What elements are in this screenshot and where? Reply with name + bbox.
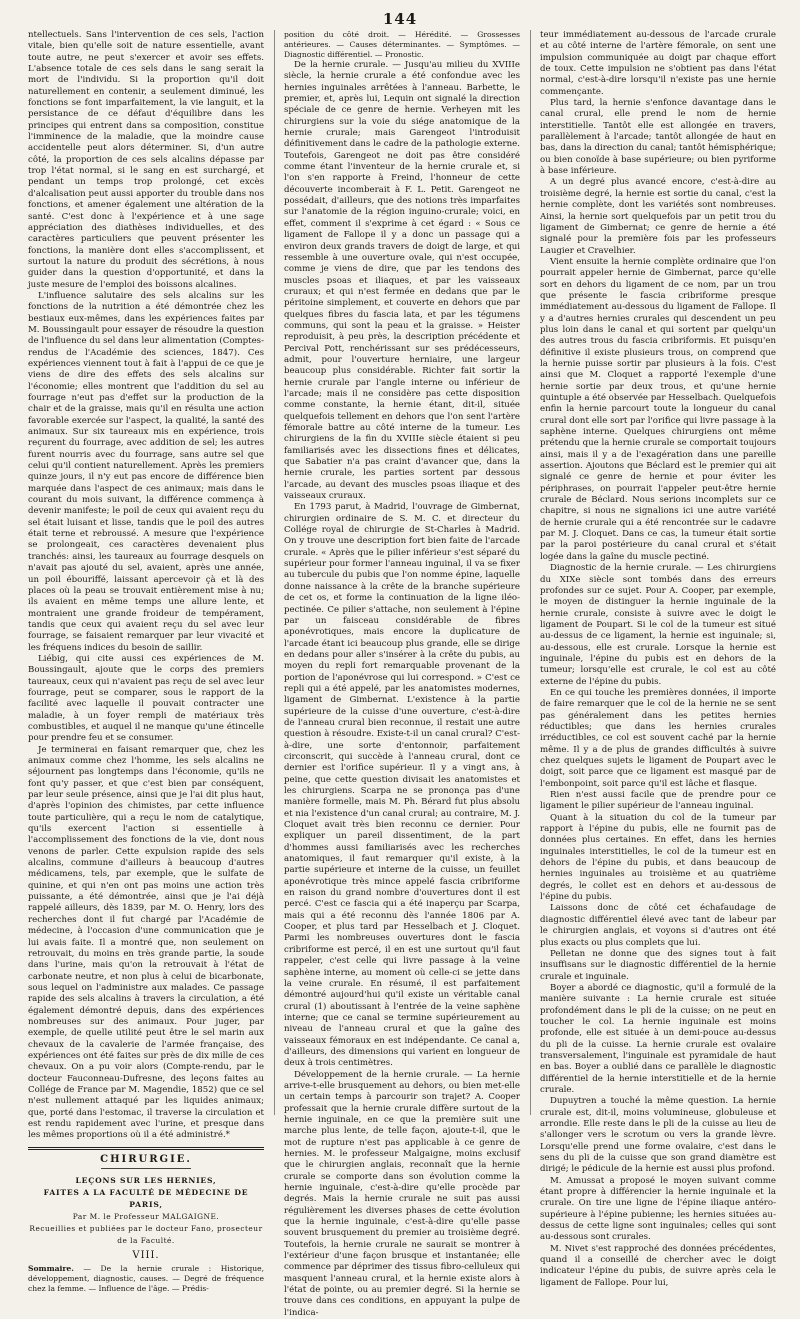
paragraph: Pelletan ne donne que des signes tout à fait insuffisans sur le diagnostic différentiel de la hernie crurale et inguinale. (540, 948, 776, 982)
paragraph: Rien n'est aussi facile que de prendre pour ce ligament le pilier supérieur de l'anneau inguinal. (540, 790, 776, 812)
paragraph: Laissons donc de côté cet échafaudage de diagnostic différentiel élevé avec tant de labeur par le chirurgien anglais, et voyons si d'autres ont été plus exacts ou plus complets que lui. (540, 903, 776, 948)
lesson-number: VIII. (132, 1250, 160, 1262)
paragraph: M. Nivet s'est rapproché des données précédentes, quand il a conseillé de chercher avec le doigt indicateur l'épine du pubis, de suivre après cela le ligament de Fallope. Pour lui, (540, 1243, 776, 1288)
paragraph: A un degré plus avancé encore, c'est-à-dire au troisième degré, la hernie est sortie du canal, c'est la hernie complète, dont les variétés sont nombreuses. Ainsi, la hernie sort quelquefois par un petit trou du ligament de Gimbernat; ce genre de hernie a été signalé pour la première fois par les professeurs Laugier et Cravelhier. (540, 177, 776, 256)
paragraph: Liébig, qui cite aussi ces expériences de M. Boussingault, ajoute que le corps des premiers taureaux, ceux qui n'avaient pas reçu de sel avec leur fourrage, peut se comparer, sous le rapport de la facilité avec laquelle il pouvait contracter une maladie, à un foyer rempli de matériaux très combustibles, et auquel il ne manque qu'une étincelle pour prendre feu et se consumer. (28, 653, 264, 744)
column-2 (274, 30, 520, 1318)
paragraph: Dupuytren a touché la même question. La hernie crurale est, dit-il, moins volumineuse, globuleuse et arrondie. Elle reste dans le pli de la cuisse au lieu de s'allonger vers le scrotum ou vers la grande lèvre. Lorsqu'elle prend une forme ovalaire, c'est dans le sens du pli de la cuisse que son grand diamètre est dirigé; le pédicule de la hernie est aussi plus profond. (540, 1096, 776, 1175)
page-number: 144 (382, 10, 418, 28)
column-3 (530, 30, 776, 1288)
lesson-author: Par M. le Professeur MALGAIGNE. (72, 1212, 220, 1222)
summary-label: Sommaire. (28, 1264, 74, 1274)
section-title: CHIRURGIE. (28, 1154, 264, 1169)
paragraph: teur immédiatement au-dessous de l'arcade crurale et au côté interne de l'artère fémorale, on sent une impulsion communiquée au doigt par chaque effort de toux. Cette impulsion ne s'obtient pas dans l'état normal, c'est-à-dire lorsqu'il n'existe pas une hernie commençante. (540, 30, 776, 97)
paragraph: De la hernie crurale. — Jusqu'au milieu du XVIIIe siècle, la hernie crurale a été confondue avec les hernies inguinales arrêtées à l'anneau. Barbette, le premier, et, après lui, Lequin ont signalé la direction spéciale de ce genre de hernie. Verheyen mit les chirurgiens sur la voie du siége anatomique de la hernie crurale; mais Garengeot l'introduisit définitivement dans le cadre de la pathologie externe. Toutefois, Garengeot ne doit pas être considéré comme étant l'inventeur de la hernie crurale et, si l'on s'en rapporte à Freind, l'honneur de cette découverte incomberait à F. L. Petit. Garengeot ne possédait, d'ailleurs, que des notions très imparfaites sur l'anatomie de la région inguino-crurale; voici, en effet, comment il s'exprime à cet égard : « Sous ce ligament de Fallope il y a donc un passage qui a environ deux grands travers de doigt de large, et qui ressemble à une ouverture ovale, qui n'est occupée, comme je viens de dire, que par les tendons des muscles psoas et iliaques, et par les vaisseaux cruraux; et qui n'est fermée en dedans que par le péritoine simplement, et couverte en dehors que par quelques fibres du fascia lata, et par les tégumens communs, qui sont la peau et la graisse. » Heister reproduisit, à peu près, la description précédente et Percival Pott, renchérissant sur ses prédécesseurs, admit, pour l'ouverture herniaire, une largeur beaucoup plus considérable. Richter fait sortir la hernie crurale par l'angle interne ou inférieur de l'arcade; mais il ne considère pas cette disposition comme constante, la hernie étant, dit-il, située quelquefois tellement en dehors que l'on sent l'artère fémorale battre au côté interne de la tumeur. Les chirurgiens de la fin du XVIIIe siècle étaient si peu familiarisés avec les dissections fines et délicates, que Sabatier n'a pas craint d'avancer que, dans la hernie crurale, les parties sortent par dessous l'arcade, au devant des muscles psoas iliaque et des vaisseaux cruraux. (284, 60, 520, 502)
summary (28, 1264, 264, 1294)
paragraph: Boyer a abordé ce diagnostic, qu'il a formulé de la manière suivante : La hernie crurale est située profondément dans le pli de la cuisse; on ne peut en toucher le col. La hernie inguinale est moins profonde, elle est située à un demi-pouce au-dessus du pli de la cuisse. La hernie crurale est ovalaire transversalement, l'inguinale est pyramidale de haut en bas. Boyer a oublié dans ce parallèle le diagnostic différentiel de la hernie interstitielle et de la hernie crurale. (540, 982, 776, 1095)
column-1 (28, 30, 264, 1294)
lesson-editor: Recueillies et publiées par le docteur Fano, prosecteur de la Faculté. (29, 1224, 263, 1246)
summary-text: — De la hernie crurale : Historique, développement, diagnostic, causes. — Degré de fréquence chez la femme. — Influence de l'âge. — Prédis- (28, 1264, 264, 1294)
paragraph: Développement de la hernie crurale. — La hernie arrive-t-elle brusquement au dehors, ou bien met-elle un certain temps à parcourir son trajet? A. Cooper professait que la hernie crurale diffère surtout de la hernie inguinale, en ce que la première suit une marche plus lente, de telle façon, ajoute-t-il, que le mot de rupture n'est pas applicable à ce genre de hernies. M. le professeur Malgaigne, moins exclusif que le chirurgien anglais, reconnaît que la hernie crurale se comporte dans son évolution comme la hernie inguinale, c'est-à-dire qu'elle procède par degrés. Mais la hernie crurale ne suit pas aussi régulièrement les diverses phases de cette évolution que la hernie inguinale, c'est-à-dire qu'elle passe souvent brusquement du premier au troisième degré. Toutefois, la hernie crurale ne saurait se montrer à l'extérieur d'une façon brusque et instantanée; elle commence par déprimer des tissus fibro-celluleux qui masquent l'anneau crural, et la hernie existe alors à l'état de pointe, ou au premier degré. Si la hernie se trouve dans ces conditions, en appuyant la pulpe de l'indica- (284, 1069, 520, 1318)
paragraph: En ce qui touche les premières données, il importe de faire remarquer que le col de la hernie ne se sent pas généralement dans les petites hernies réductibles; que dans les hernies crurales irréductibles, ce col est souvent caché par la hernie même. Il y a de plus de grandes difficultés à suivre chez quelques sujets le ligament de Poupart avec le doigt, soit parce que ce ligament est masqué par de l'embonpoint, soit parce qu'il est lâche et flasque. (540, 687, 776, 789)
paragraph: Je terminerai en faisant remarquer que, chez les animaux comme chez l'homme, les sels alcalins ne séjournent pas longtemps dans l'économie, qu'ils ne font qu'y passer, et que c'est bien par conséquent, par leur seule présence, ainsi que je l'ai dit plus haut, d'après l'opinion des chimistes, par cette influence toute particulière, qui a reçu le nom de catalytique, qu'ils exercent l'action si essentielle à l'accomplissement des fonctions de la vie, dont nous venons de parler. Cette expulsion rapide des sels alcalins, commune d'ailleurs à beaucoup d'autres médicamens, tels, par exemple, que le sulfate de quinine, et qui n'en ont pas moins une action très puissante, a été démontrée, ainsi que je l'ai déjà rappelé ailleurs, dès 1839, par M. O. Henry, lors des recherches dont il fut chargé par l'Académie de médecine, à l'occasion d'une communication que je lui avais faite. Il a montré que, non seulement on retrouvait, du moins en très grande partie, la soude dans l'urine, mais qu'on la retrouvait à l'état de carbonate neutre, et non plus à celui de bicarbonate, sous lequel on l'administre aux malades. Ce passage rapide des sels alcalins à travers la circulation, a été également démontré depuis, dans des expériences nombreuses sur des animaux. Pour juger, par exemple, de quelle utilité peut être le sel marin aux chevaux de la cavalerie de l'armée française, des expériences ont été faites sur près de dix mille de ces chevaux. On a pu voir alors (Compte-rendu, par le docteur Fauconneau-Dufresne, des leçons faites au Collége de France par M. Magendie, 1852) que ce sel n'est nullement attaqué par les liquides animaux; que, porté dans l'estomac, il traverse la circulation et est rendu rapidement avec l'urine, et presque dans les mêmes proportions où il a été administré.* (28, 744, 264, 1141)
section-divider (28, 1147, 264, 1150)
paragraph: ntellectuels. Sans l'intervention de ces sels, l'action vitale, bien qu'elle soit de nature essentielle, avant toute autre, ne peut s'exercer et avoir ses effets. L'absence totale de ces sels dans le sang serait la mort de l'individu. Si la proportion qu'il doit naturellement en contenir, a seulement diminué, les fonctions se font imparfaitement, la vie languit, et la persistance de ce défaut d'équilibre dans les principes qui entrent dans sa composition, constitue l'imminence de la maladie, que la moindre cause accidentelle peut alors déterminer. Si, d'un autre côté, la proportion de ces sels alcalins dépasse par trop l'état normal, si le sang en est surchargé, et pendant un temps trop prolongé, cet excès d'alcalisation peut aussi apporter du trouble dans nos fonctions, et amener également une altération de la santé. C'est donc à l'expérience et à une sage appréciation des diathèses individuelles, et des caractères particuliers que peuvent présenter les fonctions, la manière dont elles s'accomplissent, et surtout la nature du produit des sécrétions, à nous guider dans la question d'opportunité, et dans la juste mesure de l'emploi des boissons alcalines. (28, 30, 264, 290)
paragraph: Plus tard, la hernie s'enfonce davantage dans le canal crural, elle prend le nom de hernie interstitielle. Tantôt elle est allongée en travers, parallèlement à l'arcade; tantôt allongée de haut en bas, dans la direction du canal; tantôt hémisphérique; ou bien conoïde à base supérieure; ou bien pyriforme à base inférieure. (540, 98, 776, 177)
article-columns (28, 30, 776, 1318)
summary-continuation: position du côté droit. — Hérédité. — Grossesses antérieures. — Causes déterminantes. — Symptômes. — Diagnostic différentiel. — Pronostic. (284, 30, 520, 59)
paragraph: Quant à la situation du col de la tumeur par rapport à l'épine du pubis, elle ne fournit pas de données plus certaines. En effet, dans les hernies inguinales interstitielles, le col de la tumeur est en dehors de l'épine du pubis, et dans beaucoup de hernies inguinales au troisième et au quatrième degrés, le collet est en dehors et au-dessous de l'épine du pubis. (540, 812, 776, 903)
paragraph: L'influence salutaire des sels alcalins sur les fonctions de la nutrition a été démontrée chez les bestiaux eux-mêmes, dans les expériences faites par M. Boussingault pour essayer de résoudre la question de l'influence du sel dans leur alimentation (Comptes-rendus de l'Académie des sciences, 1847). Ces expériences viennent tout à fait à l'appui de ce que je viens de dire des effets des sels alcalins sur l'économie; elles montrent que l'addition du sel au fourrage n'eut pas d'effet sur la production de la chair et de la graisse, mais qu'il en résulta une action favorable exercée sur l'aspect, la qualité, la santé des animaux. Sur six taureaux mis en expérience, trois reçurent du fourrage, avec addition de sel; les autres furent nourris avec du fourrage, sans autre sel que celui qu'il contient naturellement. Après les premiers quinze jours, il n'y eut pas encore de différence bien marquée dans l'aspect de ces animaux; mais dans le courant du mois suivant, la différence commença à devenir manifeste; le poil de ceux qui avaient reçu du sel était luisant et lisse, tandis que le poil des autres était terne et rebroussé. A mesure que l'expérience se prolongeait, ces caractères devenaient plus tranchés: ainsi, les taureaux au fourrage desquels on n'avait pas ajouté du sel, avaient, après une année, un poil ébouriffé, laissant apercevoir çà et là des places où la peau se trouvait entièrement mise à nu; ils avaient en même temps une allure lente, et montraient une grande froideur de tempérament, tandis que ceux qui avaient reçu du sel avec leur fourrage, se faisaient remarquer par leur vivacité et les fréquens indices du besoin de saillir. (28, 290, 264, 653)
lesson-subheading: FAITES A LA FACULTÉ DE MÉDECINE DE PARIS, (43, 1188, 249, 1210)
lesson-heading: LEÇONS SUR LES HERNIES, (75, 1176, 217, 1186)
paragraph: En 1793 parut, à Madrid, l'ouvrage de Gimbernat, chirurgien ordinaire de S. M. C. et directeur du Collége royal de chirurgie de St-Charles à Madrid. On y trouve une description fort bien faite de l'arcade crurale. « Après que le pilier inférieur s'est séparé du supérieur pour former l'anneau inguinal, il va se fixer au tubercule du pubis que l'on nomme épine, laquelle donne naissance à la crête de la branche supérieure de cet os, et forme la continuation de la ligne iléo-pectinée. Ce pilier s'attache, non seulement à l'épine par un faisceau considérable de fibres aponévrotiques, mais encore la duplicature de l'arcade étant ici beaucoup plus grande, elle se dirige en dedans pour aller s'insérer à la crête du pubis, au moyen du repli fort remarquable provenant de la portion de l'aponévrose qui lui correspond. » C'est ce repli qui a été appelé, par les anatomistes modernes, ligament de Gimbernat. L'existence à la partie supérieure de la cuisse d'une ouverture, c'est-à-dire de l'anneau crural bien reconnue, il restait une autre question à résoudre. Existe-t-il un canal crural? C'est-à-dire, une sorte d'entonnoir, parfaitement circonscrit, qui succède à l'anneau crural, dont ce dernier est l'orifice supérieur. Il y a vingt ans, à peine, que cette question divisait les anatomistes et les chirurgiens. Scarpa ne se prononça pas d'une manière formelle, mais M. Ph. Bérard fut plus absolu et nia l'existence d'un canal crural; au contraire, M. J. Cloquet avait très bien reconnu ce dernier. Pour expliquer un pareil dissentiment, de la part d'hommes aussi familiarisés avec les recherches anatomiques, il faut remarquer qu'il existe, à la partie supérieure et interne de la cuisse, un feuillet aponévrotique très mince appelé fascia cribriforme en raison du grand nombre d'ouvertures dont il est percé. C'est ce fascia qui a été inaperçu par Scarpa, mais qui a été reconnu dès l'année 1806 par A. Cooper, et plus tard par Hesselbach et J. Cloquet. Parmi les nombreuses ouvertures dont le fascia cribriforme est percé, il en est une surtout qu'il faut rappeler, c'est celle qui livre passage à la veine saphène interne, au moment où celle-ci se jette dans la veine crurale. En résumé, il est parfaitement démontré aujourd'hui qu'il existe un véritable canal crural (1) aboutissant à l'entrée de la veine saphène interne; que ce canal se termine supérieurement au niveau de l'anneau crural et que la gaîne des vaisseaux fémoraux en est indépendante. Ce canal a, d'ailleurs, des dimensions qui varient en longueur de deux à trois centimètres. (284, 502, 520, 1069)
paragraph: M. Amussat a proposé le moyen suivant comme étant propre à différencier la hernie inguinale et la crurale. On tire une ligne de l'épine iliaque antéro-supérieure à l'épine pubienne; les hernies situées au-dessus de cette ligne sont inguinales; celles qui sont au-dessous sont crurales. (540, 1175, 776, 1243)
paragraph: Diagnostic de la hernie crurale. — Les chirurgiens du XIXe siècle sont tombés dans des erreurs profondes sur ce sujet. Pour A. Cooper, par exemple, le moyen de distinguer la hernie inguinale de la hernie crurale, consiste à suivre avec le doigt le ligament de Poupart. Si le col de la tumeur est situé au-dessus de ce ligament, la hernie est inguinale; si, au-dessous, elle est crurale. Lorsque la hernie est inguinale, l'épine du pubis est en dehors de la tumeur; lorsqu'elle est crurale, le col est au côté externe de l'épine du pubis. (540, 563, 776, 687)
paragraph: Vient ensuite la hernie complète ordinaire que l'on pourrait appeler hernie de Gimbernat, parce qu'elle sort en dehors du ligament de ce nom, par un trou que présente le fascia cribriforme presque immédiatement au-dessous du ligament de Fallope. Il y a d'autres hernies crurales qui descendent un peu plus loin dans le canal et qui sortent par quelqu'un des autres trous du fascia cribriformis. Et puisqu'en définitive il existe plusieurs trous, on comprend que la hernie puisse sortir par plusieurs à la fois. C'est ainsi que M. Cloquet a rapporté l'exemple d'une hernie sortie par deux trous, et qu'une hernie quintuple a été observée par Hesselbach. Quelquefois enfin la hernie parcourt toute la longueur du canal crural dont elle sort par l'orifice qui livre passage à la saphène interne. Quelques chirurgiens ont même prétendu que la hernie crurale se comportait toujours ainsi, mais il y a de l'exagération dans une pareille assertion. Ajoutons que Béclard est le premier qui ait signalé ce genre de hernie et pour éviter les périphrases, on pourrait l'appeler peut-être hernie crurale de Béclard. Nous serions incomplets sur ce chapitre, si nous ne signalions ici une autre variété de hernie crurale qui a été rencontrée sur le cadavre par M. J. Cloquet. Dans ce cas, la tumeur était sortie par la paroi postérieure du canal crural et s'était logée dans la gaîne du muscle pectiné. (540, 256, 776, 562)
